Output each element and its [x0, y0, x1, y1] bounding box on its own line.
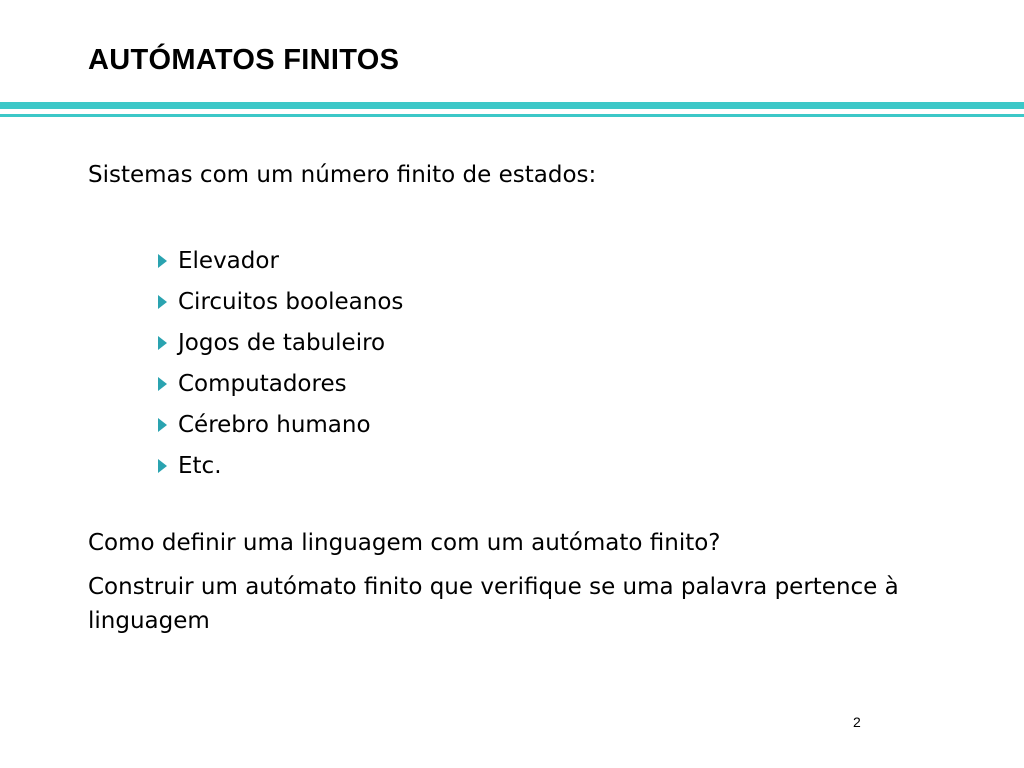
- list-item: [156, 445, 403, 486]
- list-item-text: Computadores: [178, 370, 347, 397]
- list-item-text: Jogos de tabuleiro: [178, 329, 386, 356]
- intro-text: Sistemas com um número finito de estados:: [88, 162, 597, 188]
- list-item-text: Etc.: [178, 452, 222, 479]
- list-item: [156, 322, 403, 363]
- slide-title: AUTÓMATOS FINITOS: [88, 44, 400, 76]
- list-item: [156, 404, 403, 445]
- answer-text: Construir um autómato finito que verifique se uma palavra pertence à linguagem: [88, 574, 899, 634]
- page-number: 2: [853, 714, 861, 730]
- list-item-text: Cérebro humano: [178, 411, 371, 438]
- bullet-list: [156, 240, 403, 486]
- triangle-right-icon: [158, 377, 167, 391]
- header-rule-thin: [0, 114, 1024, 117]
- triangle-right-icon: [158, 418, 167, 432]
- triangle-right-icon: [158, 295, 167, 309]
- question-text: Como definir uma linguagem com um autómato finito?: [88, 530, 721, 556]
- list-item: [156, 240, 403, 281]
- triangle-right-icon: [158, 336, 167, 350]
- list-item-text: Elevador: [178, 247, 279, 274]
- list-item: [156, 363, 403, 404]
- triangle-right-icon: [158, 459, 167, 473]
- triangle-right-icon: [158, 254, 167, 268]
- list-item-text: Circuitos booleanos: [178, 288, 404, 315]
- header-rule-thick: [0, 102, 1024, 109]
- list-item: [156, 281, 403, 322]
